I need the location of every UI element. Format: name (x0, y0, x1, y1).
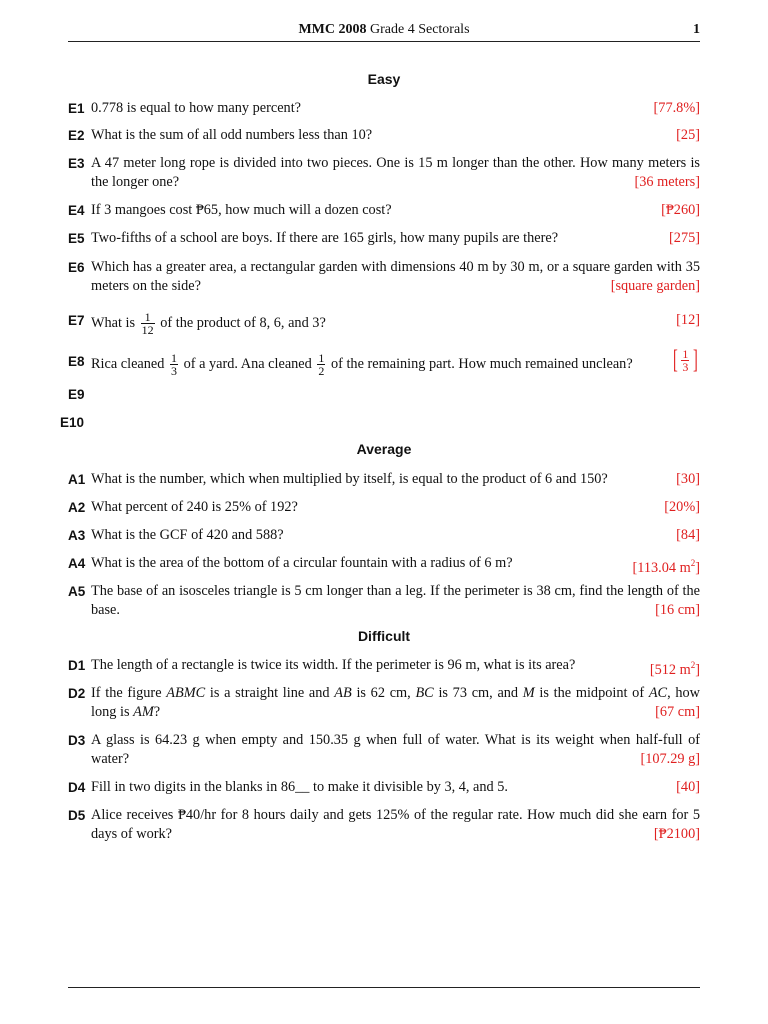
question-label: E2 (68, 128, 85, 143)
question-d3 (68, 731, 700, 769)
question-text: A 47 meter long rope is divided into two pieces. One is 15 m longer than the other. How many meters is the longer one? (91, 155, 700, 190)
question-label: E1 (68, 101, 85, 116)
answer: [107.29 g] (640, 751, 700, 767)
text-run: is 62 cm, (351, 685, 416, 701)
fraction (170, 352, 178, 377)
question-label: E7 (68, 313, 85, 328)
math-var: ABMC (166, 685, 206, 701)
question-text: What percent of 240 is 25% of 192? (91, 499, 298, 515)
question-text: The base of an isosceles triangle is 5 cm longer than a leg. If the perimeter is 38 cm, find the length of the base. (91, 583, 700, 618)
math-var: AB (334, 685, 352, 701)
question-a2 (68, 498, 700, 517)
question-d5 (68, 806, 700, 844)
question-e3 (68, 154, 700, 192)
question-text-b: of a yard. Ana cleaned (183, 355, 312, 372)
question-label: D3 (68, 733, 86, 748)
header-title-bold: MMC 2008 (298, 22, 367, 37)
math-var: BC (415, 685, 434, 701)
fraction-denominator: 12 (141, 323, 154, 337)
question-label: A4 (68, 556, 86, 571)
fraction-numerator: 1 (144, 310, 151, 324)
question-label: D2 (68, 686, 86, 701)
question-label: A1 (68, 472, 86, 487)
answer-close: ] (695, 661, 700, 678)
answer: [₱260] (661, 202, 700, 218)
question-e2 (68, 126, 700, 145)
question-label: D1 (68, 658, 86, 673)
answer: [77.8%] (653, 100, 700, 116)
question-e8 (68, 345, 700, 378)
question-label: E4 (68, 203, 85, 218)
question-text-c: of the remaining part. How much remained unclean? (330, 355, 633, 372)
question-text: What is the number, which when multiplied by itself, is equal to the product of 6 and 150? (91, 471, 608, 487)
question-label: D5 (68, 808, 86, 823)
question-label: A3 (68, 528, 86, 543)
question-e7 (68, 311, 700, 336)
answer-superscript: 2 (690, 558, 696, 568)
answer: [275] (669, 230, 700, 246)
section-easy: Easy (367, 71, 401, 87)
answer-fraction (681, 348, 689, 373)
question-label: E5 (68, 231, 85, 246)
answer: [20%] (664, 499, 700, 515)
question-e1 (68, 99, 700, 118)
answer: [25] (676, 127, 700, 143)
fraction-numerator: 1 (682, 346, 689, 361)
question-d4 (68, 778, 700, 797)
answer (671, 347, 700, 373)
question-a3 (68, 526, 700, 545)
question-label: A5 (68, 584, 86, 599)
question-label: A2 (68, 500, 86, 515)
question-text: What is the sum of all odd numbers less than 10? (91, 127, 373, 143)
section-average: Average (356, 441, 412, 457)
answer-bracket-close: ] (693, 345, 699, 374)
question-label: E6 (68, 260, 85, 275)
fraction-denominator: 3 (171, 364, 178, 378)
question-text: If 3 mangoes cost ₱65, how much will a dozen cost? (91, 202, 392, 218)
question-a5 (68, 582, 700, 620)
question-text: Which has a greater area, a rectangular garden with dimensions 40 m by 30 m, or a square garden with 35 meters on the side? (91, 259, 700, 294)
question-label: E9 (68, 387, 85, 402)
text-run: If the figure (91, 685, 167, 701)
answer: [square garden] (610, 278, 700, 294)
text-run: ? (153, 704, 161, 720)
question-label: E8 (68, 354, 85, 369)
text-run: is 73 cm, and (433, 685, 523, 701)
answer (650, 656, 700, 680)
question-d2 (68, 684, 700, 722)
question-e6 (68, 258, 700, 296)
question-text: What is the area of the bottom of a circular fountain with a radius of 6 m? (91, 555, 513, 571)
question-text: Fill in two digits in the blanks in 86__ to make it divisible by 3, 4, and 5. (91, 779, 508, 795)
answer: [₱2100] (653, 826, 700, 842)
answer-bracket-open: [ (672, 345, 678, 374)
answer-superscript: 2 (690, 660, 696, 670)
fraction-numerator: 1 (318, 351, 325, 365)
answer-close: ] (695, 559, 700, 576)
question-text-after: of the product of 8, 6, and 3? (160, 314, 326, 331)
question-text-before: What is (91, 314, 136, 331)
math-var: AM (133, 704, 154, 720)
question-a4 (68, 554, 700, 578)
answer: [40] (676, 779, 700, 795)
answer-main: [113.04 m (632, 559, 691, 576)
question-label: D4 (68, 780, 86, 795)
question-text: The length of a rectangle is twice its width. If the perimeter is 96 m, what is its area? (91, 657, 576, 673)
question-text: Alice receives ₱40/hr for 8 hours daily and gets 125% of the regular rate. How much did she earn for 5 days of work? (91, 807, 700, 842)
question-text-a: Rica cleaned (91, 355, 165, 372)
question-d1 (68, 656, 700, 680)
answer: [67 cm] (655, 704, 700, 720)
fraction-numerator: 1 (171, 351, 178, 365)
answer: [16 cm] (655, 602, 700, 618)
text-run: is a straight line and (205, 685, 335, 701)
page (60, 0, 700, 1024)
question-e5 (68, 229, 700, 248)
fraction-denominator: 3 (682, 359, 689, 374)
page-number: 1 (693, 22, 700, 37)
header-title-rest: Grade 4 Sectorals (366, 22, 470, 37)
header-title (68, 22, 700, 38)
answer: [84] (676, 527, 700, 543)
question-text: A glass is 64.23 g when empty and 150.35 g when full of water. What is its weight when half-full of water? (91, 732, 700, 767)
question-text: Two-fifths of a school are boys. If there are 165 girls, how many pupils are there? (91, 230, 559, 246)
question-e4 (68, 201, 700, 220)
math-var: M (522, 685, 535, 701)
fraction (317, 352, 325, 377)
text-run: , how long is (91, 685, 700, 720)
question-text: 0.778 is equal to how many percent? (91, 100, 302, 116)
answer: [36 meters] (634, 174, 700, 190)
fraction-denominator: 2 (318, 364, 325, 378)
question-text: What is the GCF of 420 and 588? (91, 527, 284, 543)
answer-main: [512 m (649, 661, 691, 678)
question-text (91, 684, 700, 722)
answer (632, 554, 700, 578)
math-var: AC (648, 685, 668, 701)
fraction (141, 311, 155, 336)
question-a1 (68, 470, 700, 489)
question-label: E10 (60, 415, 85, 430)
page-header (68, 21, 700, 42)
question-label: E3 (68, 156, 85, 171)
footer-rule (68, 987, 700, 988)
section-difficult: Difficult (357, 628, 411, 644)
text-run: is the midpoint of (534, 685, 649, 701)
answer: [12] (676, 312, 700, 328)
answer: [30] (676, 471, 700, 487)
